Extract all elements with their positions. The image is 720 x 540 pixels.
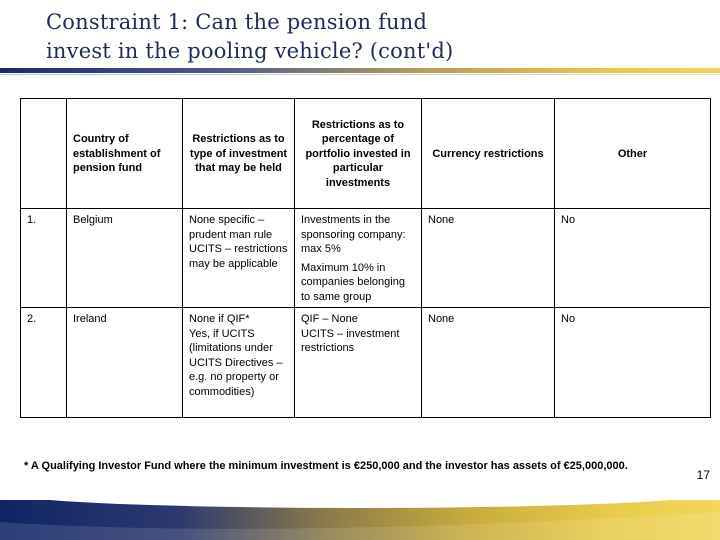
row-percentage-restrictions [295,308,422,418]
header-percentage-restrictions: Restrictions as to percentage of portfolio invested in particular investments [295,99,422,209]
type-line: None specific – prudent man rule [189,214,273,241]
table-row [21,209,711,308]
constraints-table [20,98,711,418]
header-currency-restrictions: Currency restrictions [422,99,555,209]
slide-title-line-1: Constraint 1: Can the pension fund [46,10,428,34]
row-number: 2. [21,308,67,418]
table-row [21,308,711,418]
slide-title [46,8,686,66]
percentage-line: Maximum 10% in companies belonging to same group [301,261,405,303]
row-number: 1. [21,209,67,308]
type-line: UCITS – restrictions may be applicable [189,243,288,270]
row-currency-restrictions: None [422,209,555,308]
slide-title-line-2: invest in the pooling vehicle? (cont'd) [46,39,454,63]
row-percentage-restrictions [295,209,422,308]
row-currency-restrictions: None [422,308,555,418]
row-country: Ireland [67,308,183,418]
footnote: * A Qualifying Investor Fund where the minimum investment is €250,000 and the investor has assets of €25,000,000. [24,460,628,472]
footer-swoosh [0,500,720,540]
percentage-line: Investments in the sponsoring company: max 5% [301,214,406,255]
header-type-restrictions: Restrictions as to type of investment that may be held [183,99,295,209]
header-country: Country of establishment of pension fund [67,99,183,209]
percentage-line: UCITS – investment restrictions [301,327,400,354]
table-header-row [21,99,711,209]
header-other: Other [555,99,711,209]
row-other: No [555,308,711,418]
percentage-line: QIF – None [301,313,358,325]
type-line: None if QIF* [189,313,250,325]
page-number: 17 [696,468,710,482]
row-country: Belgium [67,209,183,308]
row-type-restrictions [183,308,295,418]
row-other: No [555,209,711,308]
title-underline-thin [0,74,720,75]
type-line: Yes, if UCITS (limitations under UCITS Directives – e.g. no property or commodities) [189,327,283,398]
row-type-restrictions [183,209,295,308]
title-underline [0,68,720,73]
header-number [21,99,67,209]
